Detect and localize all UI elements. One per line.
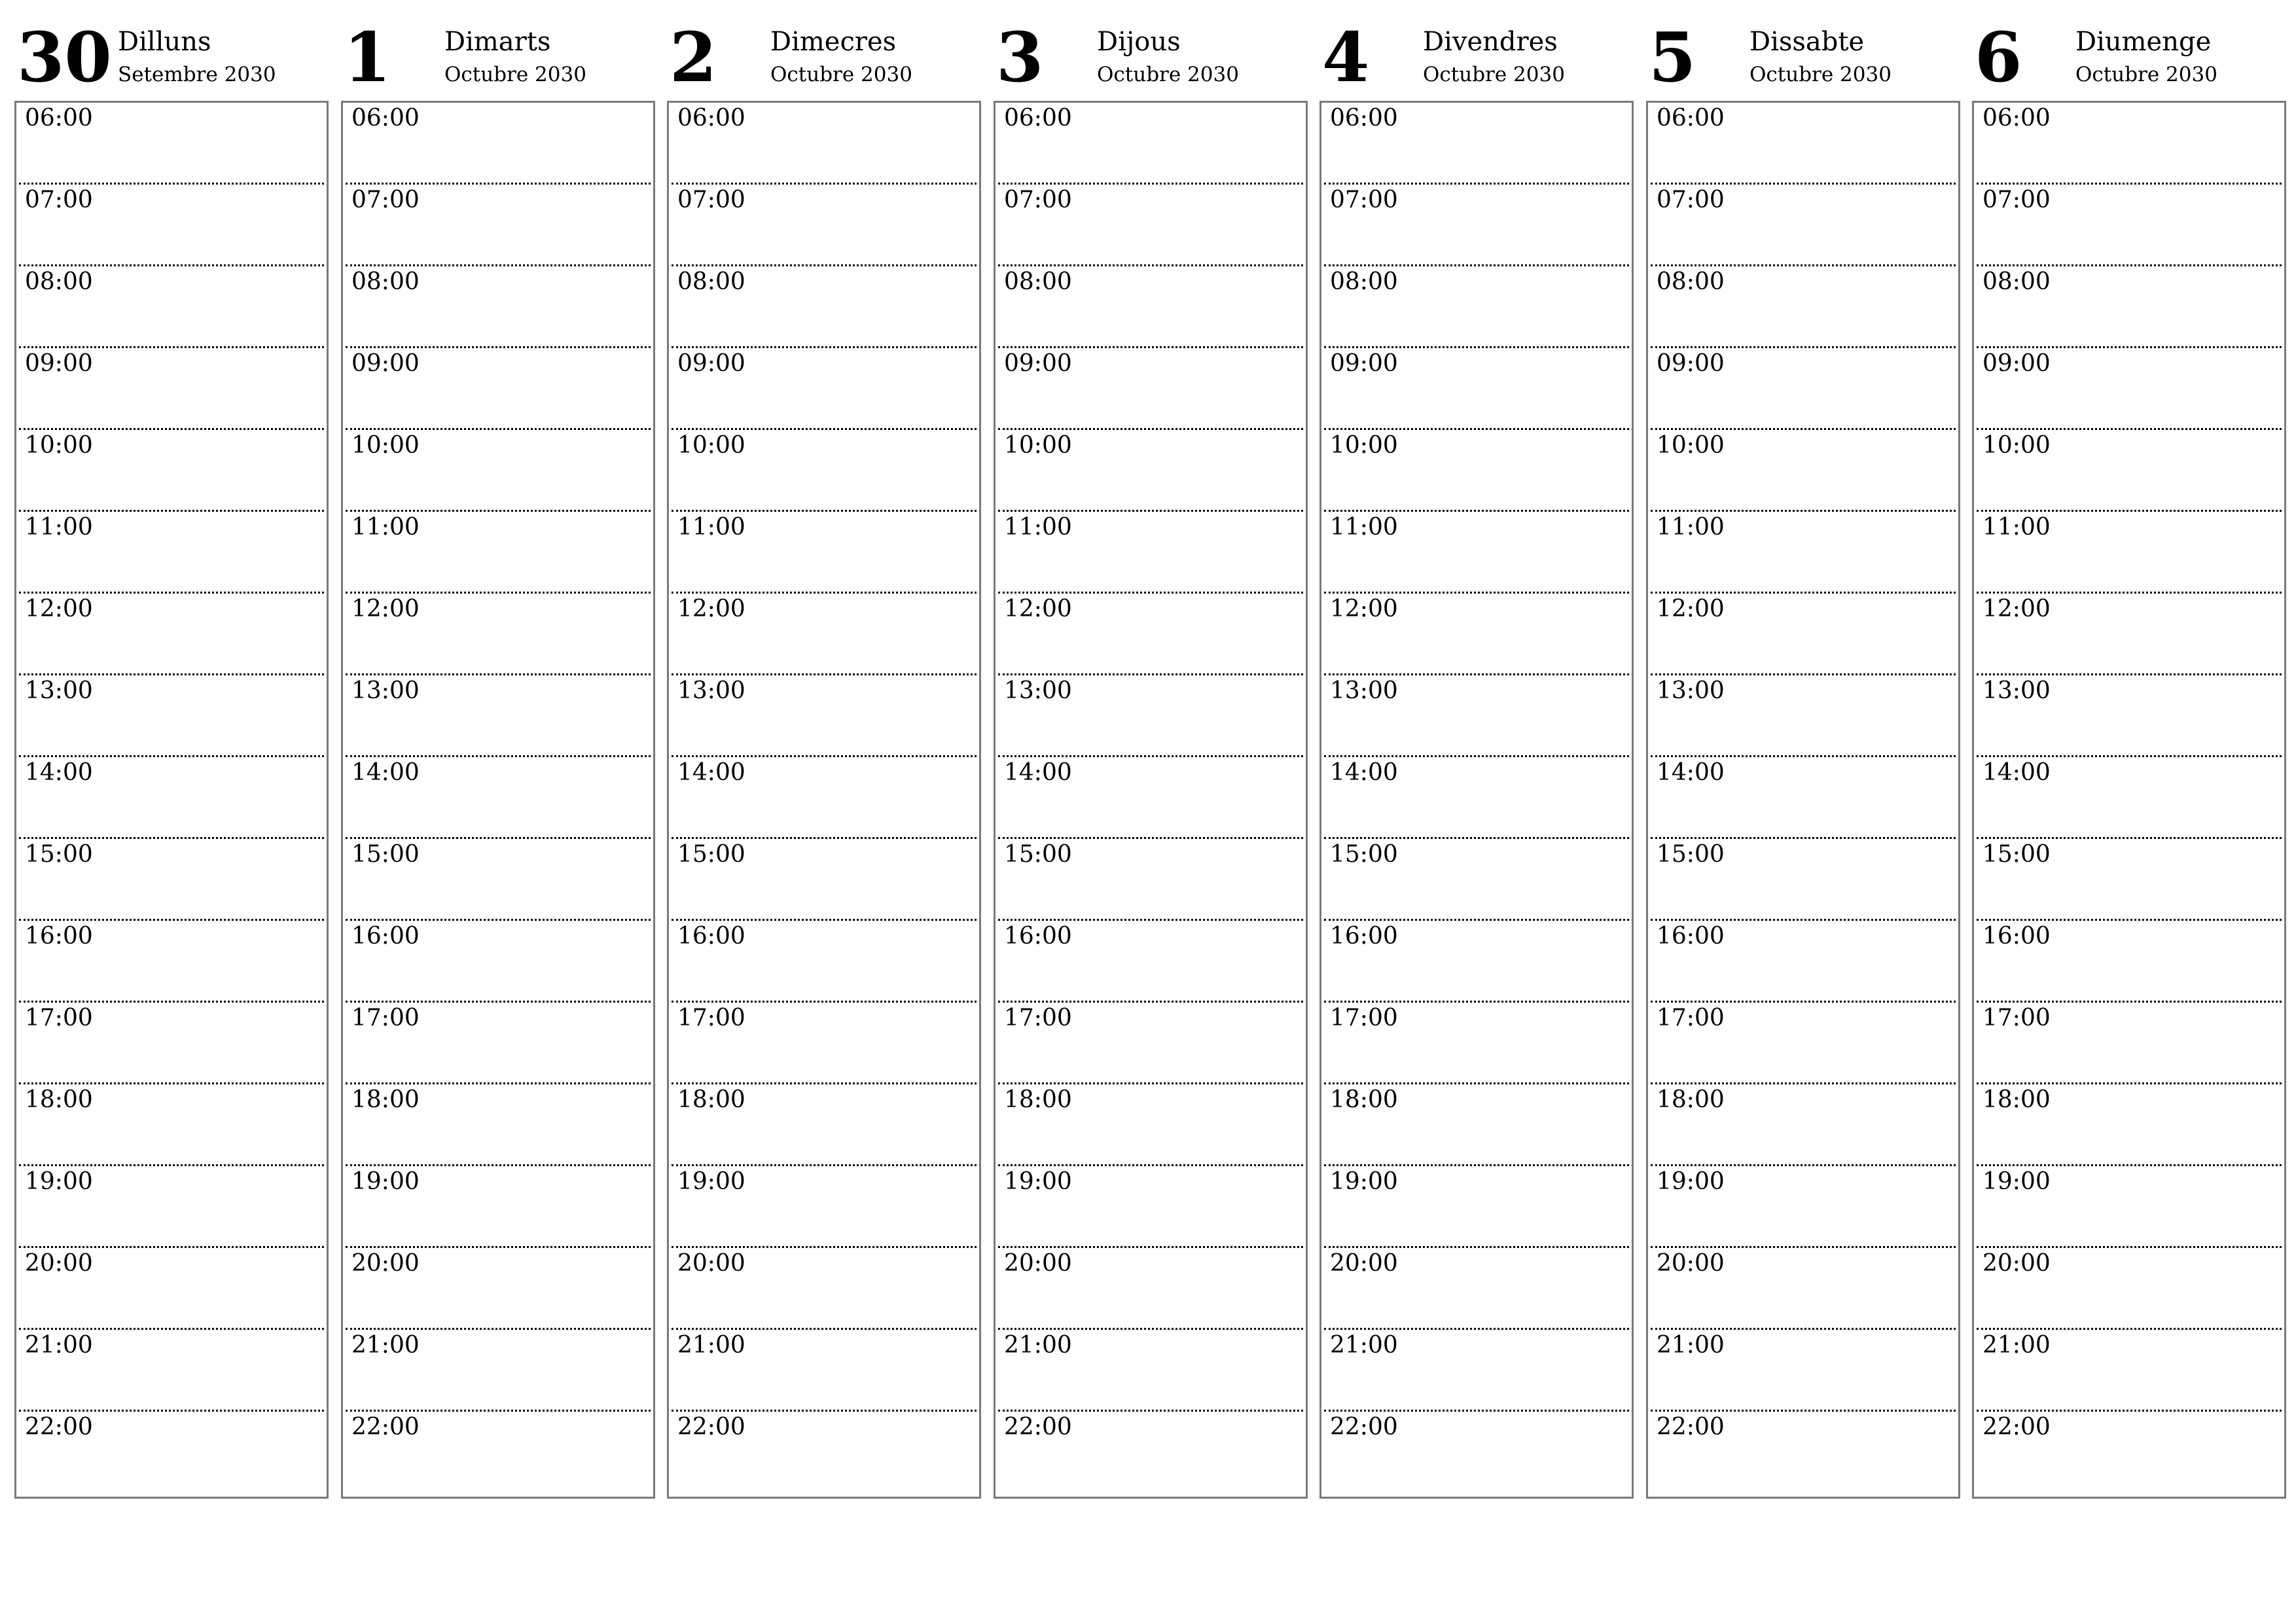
day-column [1972,0,2285,1499]
hour-label: 18:00 [1004,1086,1072,1113]
day-name: Dimecres [770,27,897,57]
hour-label: 14:00 [25,759,93,786]
hour-label: 13:00 [1004,677,1072,704]
hour-label: 09:00 [1657,350,1725,377]
hour-slot[interactable] [998,430,1303,512]
hour-label: 09:00 [1004,350,1072,377]
hour-label: 10:00 [1330,432,1398,459]
hour-label: 09:00 [677,350,745,377]
hour-slot[interactable] [346,594,651,675]
hour-slot[interactable] [346,921,651,1003]
hour-label: 11:00 [1330,514,1398,541]
hour-label: 08:00 [1982,268,2051,295]
hour-slot[interactable] [998,512,1303,594]
day-column [667,0,980,1499]
hour-slot[interactable] [1977,1166,2282,1248]
hour-slot[interactable] [1651,921,1956,1003]
hour-slot[interactable] [346,1248,651,1330]
day-month: Octubre 2030 [1749,63,1892,86]
hour-label: 10:00 [677,432,745,459]
day-name: Dijous [1097,27,1181,57]
hour-label: 08:00 [351,268,420,295]
day-month: Setembre 2030 [118,63,276,86]
hour-slot[interactable] [1324,1330,1629,1412]
hour-slot[interactable] [672,1248,977,1330]
hour-slot[interactable] [19,839,324,921]
day-month: Octubre 2030 [1097,63,1239,86]
hour-slot[interactable] [1651,1003,1956,1084]
hour-slot[interactable] [998,594,1303,675]
hour-label: 17:00 [25,1005,93,1031]
day-month: Octubre 2030 [1423,63,1565,86]
hour-label: 09:00 [25,350,93,377]
hour-label: 09:00 [351,350,420,377]
hour-slot[interactable] [1977,1412,2282,1493]
hour-slot[interactable] [1651,512,1956,594]
hour-slot[interactable] [19,103,324,185]
hour-slot[interactable] [19,594,324,675]
hour-label: 20:00 [677,1250,745,1277]
day-number: 6 [1975,17,2022,98]
hour-label: 17:00 [1982,1005,2051,1031]
hour-grid [1319,101,1634,1499]
hour-slot[interactable] [1977,675,2282,757]
hour-label: 19:00 [1982,1168,2051,1195]
hour-label: 19:00 [351,1168,420,1195]
hour-label: 08:00 [1330,268,1398,295]
hour-slot[interactable] [998,1166,1303,1248]
hour-label: 20:00 [25,1250,93,1277]
hour-slot[interactable] [19,1084,324,1166]
hour-label: 17:00 [1330,1005,1398,1031]
day-name: Dilluns [118,27,211,57]
hour-grid [341,101,655,1499]
hour-slot[interactable] [998,103,1303,185]
hour-slot[interactable] [672,1003,977,1084]
hour-slot[interactable] [19,1248,324,1330]
hour-slot[interactable] [346,348,651,430]
hour-slot[interactable] [672,594,977,675]
hour-slot[interactable] [1977,1330,2282,1412]
day-header [14,0,327,98]
day-name: Diumenge [2075,27,2212,57]
hour-slot[interactable] [1324,1412,1629,1493]
hour-label: 11:00 [25,514,93,541]
hour-slot[interactable] [346,1412,651,1493]
hour-slot[interactable] [1651,1330,1956,1412]
hour-label: 16:00 [1657,923,1725,950]
day-header [1972,0,2285,98]
hour-slot[interactable] [19,430,324,512]
hour-label: 15:00 [25,841,93,868]
hour-slot[interactable] [998,1248,1303,1330]
hour-label: 06:00 [351,105,420,132]
hour-label: 15:00 [1657,841,1725,868]
hour-label: 12:00 [25,596,93,622]
hour-slot[interactable] [1977,1248,2282,1330]
hour-label: 11:00 [351,514,420,541]
hour-slot[interactable] [998,266,1303,348]
hour-label: 09:00 [1330,350,1398,377]
hour-slot[interactable] [998,757,1303,839]
hour-slot[interactable] [998,921,1303,1003]
hour-label: 15:00 [1004,841,1072,868]
hour-label: 09:00 [1982,350,2051,377]
hour-slot[interactable] [998,185,1303,266]
hour-slot[interactable] [346,675,651,757]
hour-label: 17:00 [677,1005,745,1031]
hour-slot[interactable] [19,185,324,266]
hour-slot[interactable] [1324,266,1629,348]
hour-slot[interactable] [1324,348,1629,430]
hour-label: 18:00 [351,1086,420,1113]
hour-label: 21:00 [1657,1332,1725,1359]
hour-label: 06:00 [1982,105,2051,132]
hour-label: 18:00 [1982,1086,2051,1113]
hour-label: 15:00 [1330,841,1398,868]
day-name: Divendres [1423,27,1558,57]
hour-label: 07:00 [1004,187,1072,213]
hour-label: 20:00 [1657,1250,1725,1277]
hour-label: 10:00 [351,432,420,459]
hour-label: 08:00 [25,268,93,295]
hour-label: 12:00 [351,596,420,622]
hour-slot[interactable] [346,103,651,185]
hour-slot[interactable] [1651,675,1956,757]
hour-label: 13:00 [25,677,93,704]
hour-label: 07:00 [1657,187,1725,213]
hour-slot[interactable] [672,757,977,839]
hour-label: 08:00 [1004,268,1072,295]
hour-slot[interactable] [19,1003,324,1084]
day-name: Dissabte [1749,27,1865,57]
day-column [14,0,327,1499]
hour-slot[interactable] [1651,1248,1956,1330]
hour-slot[interactable] [1324,921,1629,1003]
hour-slot[interactable] [1651,1166,1956,1248]
hour-slot[interactable] [346,1330,651,1412]
hour-label: 15:00 [677,841,745,868]
hour-label: 14:00 [1004,759,1072,786]
hour-label: 19:00 [677,1168,745,1195]
hour-label: 12:00 [1330,596,1398,622]
hour-label: 07:00 [351,187,420,213]
hour-label: 16:00 [677,923,745,950]
hour-label: 06:00 [25,105,93,132]
hour-label: 21:00 [351,1332,420,1359]
hour-slot[interactable] [1977,185,2282,266]
day-column [994,0,1306,1499]
hour-label: 11:00 [1004,514,1072,541]
day-column [1319,0,1632,1499]
hour-slot[interactable] [998,1412,1303,1493]
hour-slot[interactable] [1324,430,1629,512]
hour-label: 21:00 [677,1332,745,1359]
day-month: Octubre 2030 [770,63,912,86]
hour-label: 20:00 [1982,1250,2051,1277]
hour-label: 11:00 [677,514,745,541]
hour-slot[interactable] [1324,675,1629,757]
hour-slot[interactable] [1651,1084,1956,1166]
day-number: 5 [1649,17,1696,98]
hour-slot[interactable] [1324,594,1629,675]
hour-label: 18:00 [25,1086,93,1113]
hour-slot[interactable] [1977,348,2282,430]
hour-slot[interactable] [19,348,324,430]
hour-grid [994,101,1308,1499]
hour-label: 12:00 [1657,596,1725,622]
hour-slot[interactable] [1324,839,1629,921]
hour-slot[interactable] [1651,757,1956,839]
hour-slot[interactable] [1651,1412,1956,1493]
hour-slot[interactable] [998,1003,1303,1084]
hour-slot[interactable] [1324,1003,1629,1084]
day-header [994,0,1306,98]
hour-slot[interactable] [672,348,977,430]
hour-slot[interactable] [672,675,977,757]
hour-label: 22:00 [677,1414,745,1440]
hour-label: 13:00 [351,677,420,704]
hour-slot[interactable] [346,185,651,266]
hour-grid [14,101,329,1499]
hour-label: 16:00 [1330,923,1398,950]
hour-slot[interactable] [19,1330,324,1412]
hour-slot[interactable] [1651,185,1956,266]
hour-slot[interactable] [346,1084,651,1166]
hour-label: 18:00 [677,1086,745,1113]
hour-label: 07:00 [25,187,93,213]
hour-label: 19:00 [1657,1168,1725,1195]
day-header [667,0,980,98]
hour-label: 14:00 [1657,759,1725,786]
hour-label: 16:00 [1004,923,1072,950]
hour-grid [667,101,981,1499]
hour-slot[interactable] [1651,594,1956,675]
day-number: 2 [670,17,717,98]
day-name: Dimarts [444,27,551,57]
hour-slot[interactable] [19,675,324,757]
hour-label: 21:00 [1004,1332,1072,1359]
hour-slot[interactable] [1651,103,1956,185]
hour-label: 13:00 [1330,677,1398,704]
hour-label: 22:00 [1330,1414,1398,1440]
hour-slot[interactable] [346,512,651,594]
hour-slot[interactable] [1324,757,1629,839]
hour-slot[interactable] [346,839,651,921]
hour-label: 10:00 [1004,432,1072,459]
hour-slot[interactable] [19,921,324,1003]
hour-slot[interactable] [1977,921,2282,1003]
hour-slot[interactable] [998,839,1303,921]
day-header [1319,0,1632,98]
hour-slot[interactable] [19,757,324,839]
hour-slot[interactable] [672,1330,977,1412]
hour-slot[interactable] [672,921,977,1003]
hour-label: 21:00 [1982,1332,2051,1359]
hour-slot[interactable] [1651,839,1956,921]
hour-label: 16:00 [1982,923,2051,950]
hour-label: 06:00 [1004,105,1072,132]
hour-slot[interactable] [672,512,977,594]
hour-slot[interactable] [346,266,651,348]
day-column [341,0,654,1499]
hour-slot[interactable] [672,185,977,266]
hour-label: 06:00 [1657,105,1725,132]
hour-label: 14:00 [677,759,745,786]
hour-label: 17:00 [1657,1005,1725,1031]
hour-slot[interactable] [1651,348,1956,430]
hour-label: 13:00 [677,677,745,704]
hour-slot[interactable] [346,1003,651,1084]
day-header [1646,0,1959,98]
hour-slot[interactable] [1977,430,2282,512]
hour-label: 10:00 [1982,432,2051,459]
hour-label: 11:00 [1982,514,2051,541]
day-header [341,0,654,98]
hour-slot[interactable] [1977,757,2282,839]
hour-slot[interactable] [1977,1084,2282,1166]
hour-slot[interactable] [672,1084,977,1166]
hour-label: 16:00 [351,923,420,950]
hour-slot[interactable] [1324,1248,1629,1330]
hour-slot[interactable] [1651,266,1956,348]
hour-label: 14:00 [351,759,420,786]
hour-label: 15:00 [351,841,420,868]
hour-label: 07:00 [1330,187,1398,213]
hour-label: 21:00 [1330,1332,1398,1359]
hour-label: 08:00 [1657,268,1725,295]
hour-slot[interactable] [1977,266,2282,348]
hour-label: 22:00 [25,1414,93,1440]
hour-slot[interactable] [19,1166,324,1248]
hour-label: 19:00 [1330,1168,1398,1195]
hour-label: 07:00 [1982,187,2051,213]
hour-slot[interactable] [19,266,324,348]
hour-slot[interactable] [672,1166,977,1248]
hour-label: 11:00 [1657,514,1725,541]
hour-slot[interactable] [1977,1003,2282,1084]
hour-grid [1972,101,2286,1499]
hour-label: 12:00 [677,596,745,622]
hour-label: 22:00 [1657,1414,1725,1440]
hour-slot[interactable] [1977,839,2282,921]
hour-slot[interactable] [19,1412,324,1493]
hour-label: 19:00 [25,1168,93,1195]
hour-label: 14:00 [1330,759,1398,786]
hour-label: 10:00 [25,432,93,459]
hour-label: 22:00 [351,1414,420,1440]
hour-label: 07:00 [677,187,745,213]
hour-label: 15:00 [1982,841,2051,868]
hour-label: 17:00 [1004,1005,1072,1031]
hour-label: 22:00 [1982,1414,2051,1440]
hour-slot[interactable] [998,675,1303,757]
hour-grid [1646,101,1960,1499]
hour-label: 17:00 [351,1005,420,1031]
hour-label: 18:00 [1330,1086,1398,1113]
hour-label: 13:00 [1657,677,1725,704]
day-number: 1 [344,17,391,98]
hour-slot[interactable] [1324,185,1629,266]
day-column [1646,0,1959,1499]
hour-slot[interactable] [1977,594,2282,675]
hour-label: 22:00 [1004,1414,1072,1440]
hour-slot[interactable] [672,103,977,185]
hour-slot[interactable] [998,1330,1303,1412]
hour-label: 10:00 [1657,432,1725,459]
day-number: 30 [17,17,112,98]
hour-slot[interactable] [1324,1084,1629,1166]
hour-slot[interactable] [1977,103,2282,185]
day-month: Octubre 2030 [444,63,586,86]
hour-label: 20:00 [1330,1250,1398,1277]
hour-slot[interactable] [998,348,1303,430]
hour-label: 19:00 [1004,1168,1072,1195]
hour-slot[interactable] [672,839,977,921]
day-number: 3 [996,17,1044,98]
hour-label: 21:00 [25,1332,93,1359]
hour-label: 06:00 [677,105,745,132]
hour-slot[interactable] [672,266,977,348]
hour-label: 12:00 [1004,596,1072,622]
hour-slot[interactable] [1977,512,2282,594]
hour-slot[interactable] [998,1084,1303,1166]
hour-label: 13:00 [1982,677,2051,704]
hour-slot[interactable] [346,1166,651,1248]
hour-label: 20:00 [1004,1250,1072,1277]
hour-slot[interactable] [346,757,651,839]
hour-slot[interactable] [672,1412,977,1493]
hour-slot[interactable] [1651,430,1956,512]
hour-slot[interactable] [346,430,651,512]
day-number: 4 [1322,17,1370,98]
hour-label: 08:00 [677,268,745,295]
hour-slot[interactable] [19,512,324,594]
hour-label: 16:00 [25,923,93,950]
hour-slot[interactable] [1324,1166,1629,1248]
hour-label: 20:00 [351,1250,420,1277]
hour-label: 18:00 [1657,1086,1725,1113]
hour-label: 06:00 [1330,105,1398,132]
hour-label: 12:00 [1982,596,2051,622]
day-month: Octubre 2030 [2075,63,2217,86]
hour-label: 14:00 [1982,759,2051,786]
hour-slot[interactable] [1324,103,1629,185]
hour-slot[interactable] [672,430,977,512]
hour-slot[interactable] [1324,512,1629,594]
